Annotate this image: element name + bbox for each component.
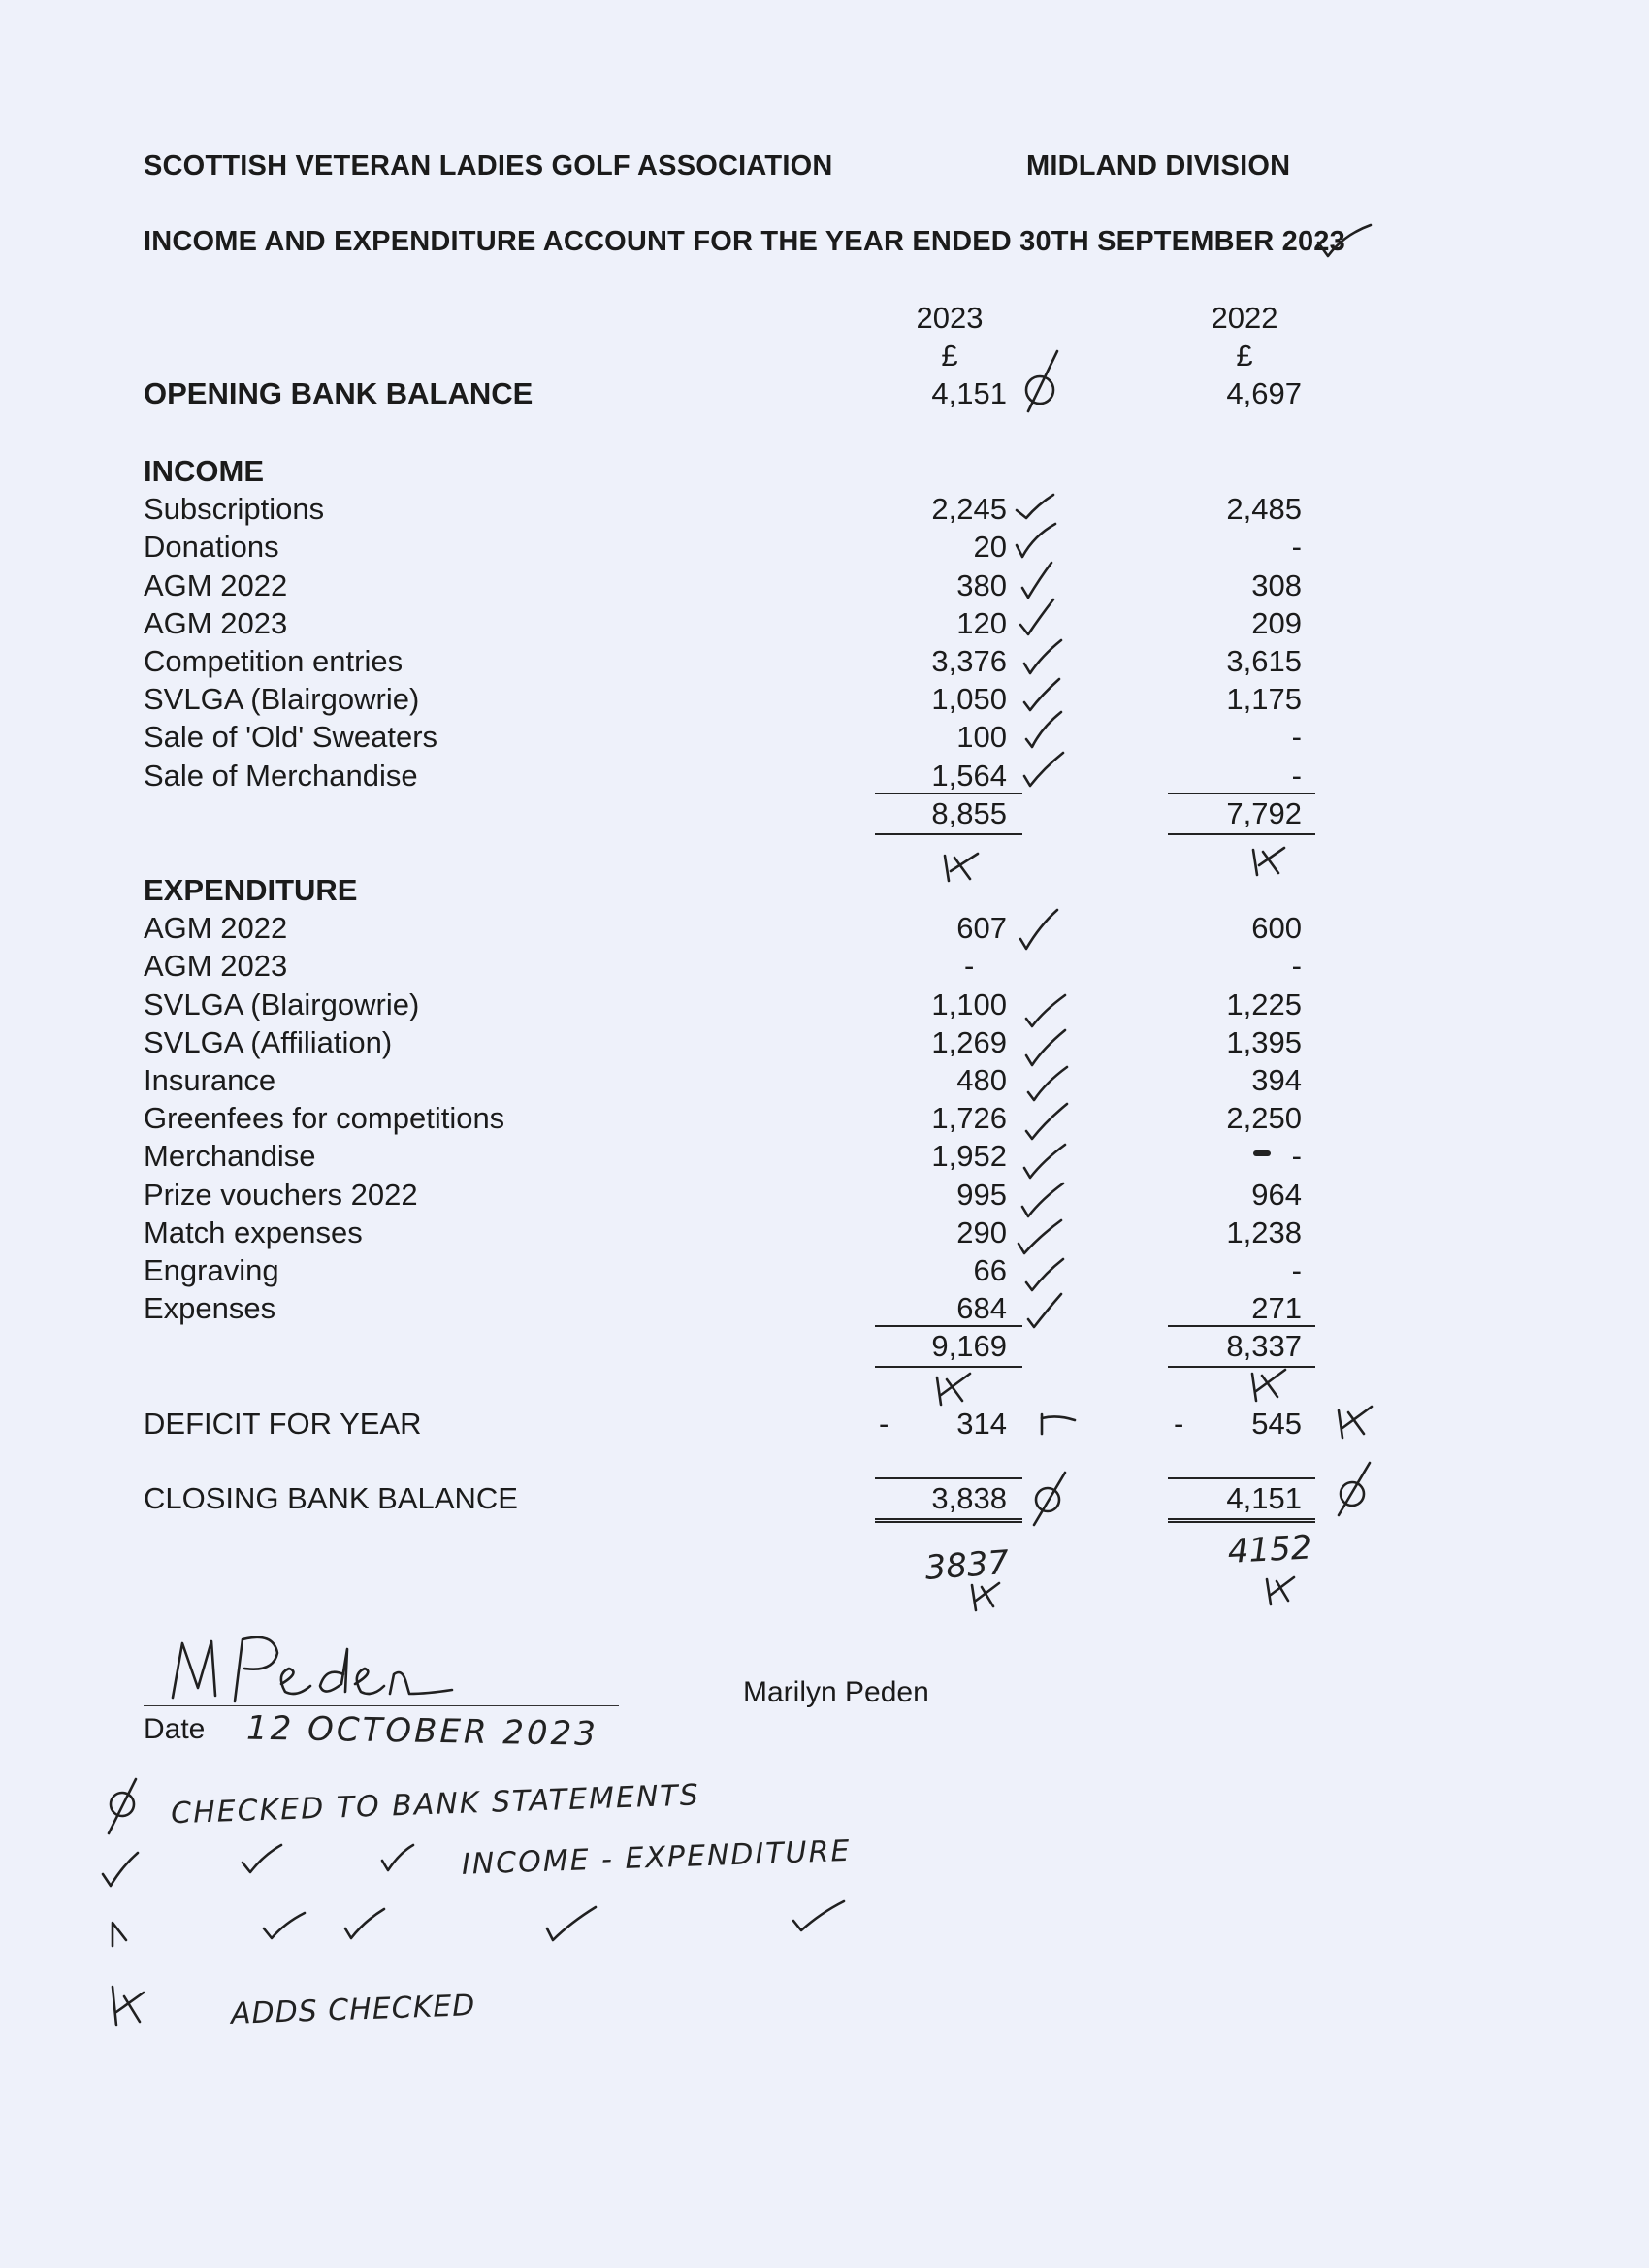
- expenditure-heading: EXPENDITURE: [144, 873, 358, 907]
- expenditure-total-2023: 9,169: [931, 1329, 1007, 1363]
- closing-double-rule-2022: [1168, 1518, 1315, 1523]
- svg-text:ADDS CHECKED: ADDS CHECKED: [230, 1989, 476, 2031]
- signatory-name: Marilyn Peden: [743, 1676, 929, 1708]
- column-year-2023: 2023: [916, 301, 984, 335]
- deficit-2023: 314: [956, 1407, 1007, 1441]
- expenditure-row-2023: -: [964, 949, 975, 983]
- expenditure-row-label: Match expenses: [144, 1215, 363, 1249]
- adds-checked-mark-recalc-2022: [1261, 1571, 1300, 1615]
- adds-checked-mark-exp-2022: [1246, 1366, 1289, 1409]
- closing-balance-label: CLOSING BANK BALANCE: [144, 1481, 518, 1515]
- expenditure-total-underline-2022: [1168, 1366, 1315, 1368]
- income-total-2023: 8,855: [931, 796, 1007, 830]
- income-row-2022: 2,485: [1226, 492, 1302, 526]
- expenditure-row-2023: 607: [956, 911, 1007, 945]
- expenditure-row-2022: 600: [1251, 911, 1302, 945]
- svg-text:4152: 4152: [1226, 1528, 1313, 1571]
- handwritten-recalc-2022: [1224, 1525, 1360, 1578]
- income-row-2022: -: [1291, 759, 1302, 793]
- expenditure-row-2023: 995: [956, 1178, 1007, 1212]
- expenditure-row-2022: -: [1291, 1139, 1302, 1173]
- opening-balance-label: OPENING BANK BALANCE: [144, 376, 534, 410]
- expenditure-row-label: AGM 2022: [144, 911, 288, 945]
- closing-double-rule-2023: [875, 1518, 1022, 1523]
- tick-mark-title: [1314, 221, 1373, 265]
- opening-balance-2022: 4,697: [1226, 376, 1302, 410]
- expenditure-row-label: Merchandise: [144, 1139, 316, 1173]
- expenditure-row-2023: 480: [956, 1063, 1007, 1097]
- expenditure-row-2022: 2,250: [1226, 1101, 1302, 1135]
- income-expenditure-mark: [1036, 1410, 1079, 1444]
- income-row-label: Sale of 'Old' Sweaters: [144, 720, 438, 754]
- expenditure-row-2023: 1,269: [931, 1025, 1007, 1059]
- tick-marks-income: [1013, 485, 1081, 800]
- expenditure-row-2022: 1,395: [1226, 1025, 1302, 1059]
- organisation-title: SCOTTISH VETERAN LADIES GOLF ASSOCIATION: [144, 150, 833, 181]
- closing-balance-2022: 4,151: [1226, 1481, 1302, 1515]
- closing-rule-2023: [875, 1477, 1022, 1479]
- income-row-2023: 1,564: [931, 759, 1007, 793]
- income-row-label: Donations: [144, 530, 279, 564]
- adds-checked-mark-income-2023: [941, 848, 984, 891]
- expenditure-total-rule-2022: [1168, 1325, 1315, 1327]
- division-title: MIDLAND DIVISION: [1026, 150, 1291, 181]
- income-row-2023: 20: [973, 530, 1007, 564]
- income-row-2023: 380: [956, 568, 1007, 602]
- expenditure-row-2022: -: [1291, 949, 1302, 983]
- expenditure-total-rule-2023: [875, 1325, 1022, 1327]
- expenditure-row-2022: -: [1291, 1253, 1302, 1287]
- adds-checked-mark-income-2022: [1249, 842, 1292, 886]
- income-total-underline-2022: [1168, 833, 1315, 835]
- income-row-2023: 2,245: [931, 492, 1007, 526]
- income-row-2022: 308: [1251, 568, 1302, 602]
- income-total-underline-2023: [875, 833, 1022, 835]
- closing-rule-2022: [1168, 1477, 1315, 1479]
- expenditure-row-2022: 1,238: [1226, 1215, 1302, 1249]
- bank-check-mark-closing-2023: [1026, 1469, 1075, 1532]
- income-row-label: AGM 2023: [144, 606, 288, 640]
- income-row-2022: 209: [1251, 606, 1302, 640]
- expenditure-row-2022: 394: [1251, 1063, 1302, 1097]
- key-adds-checked: [97, 1973, 582, 2056]
- expenditure-row-label: Greenfees for competitions: [144, 1101, 505, 1135]
- svg-text:12 OCTOBER 2023: 12 OCTOBER 2023: [245, 1708, 599, 1754]
- deficit-sign-2022: -: [1174, 1407, 1184, 1441]
- income-row-label: SVLGA (Blairgowrie): [144, 682, 420, 716]
- expenditure-row-2022: 1,225: [1226, 988, 1302, 1021]
- closing-balance-2023: 3,838: [931, 1481, 1007, 1515]
- adds-checked-mark-recalc-2023: [966, 1577, 1005, 1621]
- income-row-2023: 1,050: [931, 682, 1007, 716]
- adds-checked-mark-deficit: [1333, 1403, 1375, 1446]
- income-row-label: Sale of Merchandise: [144, 759, 418, 793]
- income-row-2022: -: [1291, 530, 1302, 564]
- key-income-expenditure: [97, 1824, 1028, 1906]
- expenditure-row-2022: 271: [1251, 1291, 1302, 1325]
- expenditure-row-label: Expenses: [144, 1291, 276, 1325]
- expenditure-row-label: AGM 2023: [144, 949, 288, 983]
- currency-2023: £: [941, 339, 958, 373]
- income-row-2023: 100: [956, 720, 1007, 754]
- column-year-2022: 2022: [1211, 301, 1278, 335]
- bank-check-mark-opening: [1018, 347, 1067, 420]
- income-row-label: Subscriptions: [144, 492, 325, 526]
- deficit-sign-2023: -: [879, 1407, 889, 1441]
- expenditure-total-underline-2023: [875, 1366, 1022, 1368]
- expenditure-row-label: SVLGA (Blairgowrie): [144, 988, 420, 1021]
- income-row-2022: 3,615: [1226, 644, 1302, 678]
- expenditure-row-2023: 1,100: [931, 988, 1007, 1021]
- income-row-2023: 3,376: [931, 644, 1007, 678]
- deficit-label: DEFICIT FOR YEAR: [144, 1407, 422, 1441]
- tick-marks-expenditure: [1015, 902, 1083, 1334]
- expenditure-row-2023: 66: [973, 1253, 1007, 1287]
- expenditure-row-2023: 1,952: [931, 1139, 1007, 1173]
- income-total-rule-2023: [875, 793, 1022, 794]
- account-title: INCOME AND EXPENDITURE ACCOUNT FOR THE YEAR ENDED 30TH SEPTEMBER 2023: [144, 226, 1345, 257]
- income-row-2023: 120: [956, 606, 1007, 640]
- svg-text:CHECKED TO BANK STATEMENTS: CHECKED TO BANK STATEMENTS: [170, 1778, 701, 1831]
- income-row-2022: -: [1291, 720, 1302, 754]
- expenditure-row-label: Insurance: [144, 1063, 276, 1097]
- svg-text:INCOME - EXPENDITURE: INCOME - EXPENDITURE: [461, 1833, 852, 1882]
- income-row-label: Competition entries: [144, 644, 404, 678]
- expenditure-row-2022: 964: [1251, 1178, 1302, 1212]
- key-marks-row: [97, 1901, 873, 1964]
- svg-text:3837: 3837: [923, 1542, 1011, 1588]
- income-row-2022: 1,175: [1226, 682, 1302, 716]
- income-total-2022: 7,792: [1226, 796, 1302, 830]
- opening-balance-2023: 4,151: [931, 376, 1007, 410]
- income-heading: INCOME: [144, 454, 264, 488]
- bank-check-mark-closing-2022: [1331, 1459, 1379, 1522]
- expenditure-row-label: SVLGA (Affiliation): [144, 1025, 393, 1059]
- ink-dash-mark: [1253, 1150, 1271, 1156]
- expenditure-row-2023: 684: [956, 1291, 1007, 1325]
- expenditure-row-2023: 1,726: [931, 1101, 1007, 1135]
- currency-2022: £: [1236, 339, 1253, 373]
- income-row-label: AGM 2022: [144, 568, 288, 602]
- income-total-rule-2022: [1168, 793, 1315, 794]
- handwritten-date: [242, 1703, 689, 1766]
- expenditure-row-label: Prize vouchers 2022: [144, 1178, 418, 1212]
- deficit-2022: 545: [1251, 1407, 1302, 1441]
- expenditure-row-label: Engraving: [144, 1253, 279, 1287]
- expenditure-total-2022: 8,337: [1226, 1329, 1302, 1363]
- expenditure-row-2023: 290: [956, 1215, 1007, 1249]
- date-label: Date: [144, 1713, 206, 1745]
